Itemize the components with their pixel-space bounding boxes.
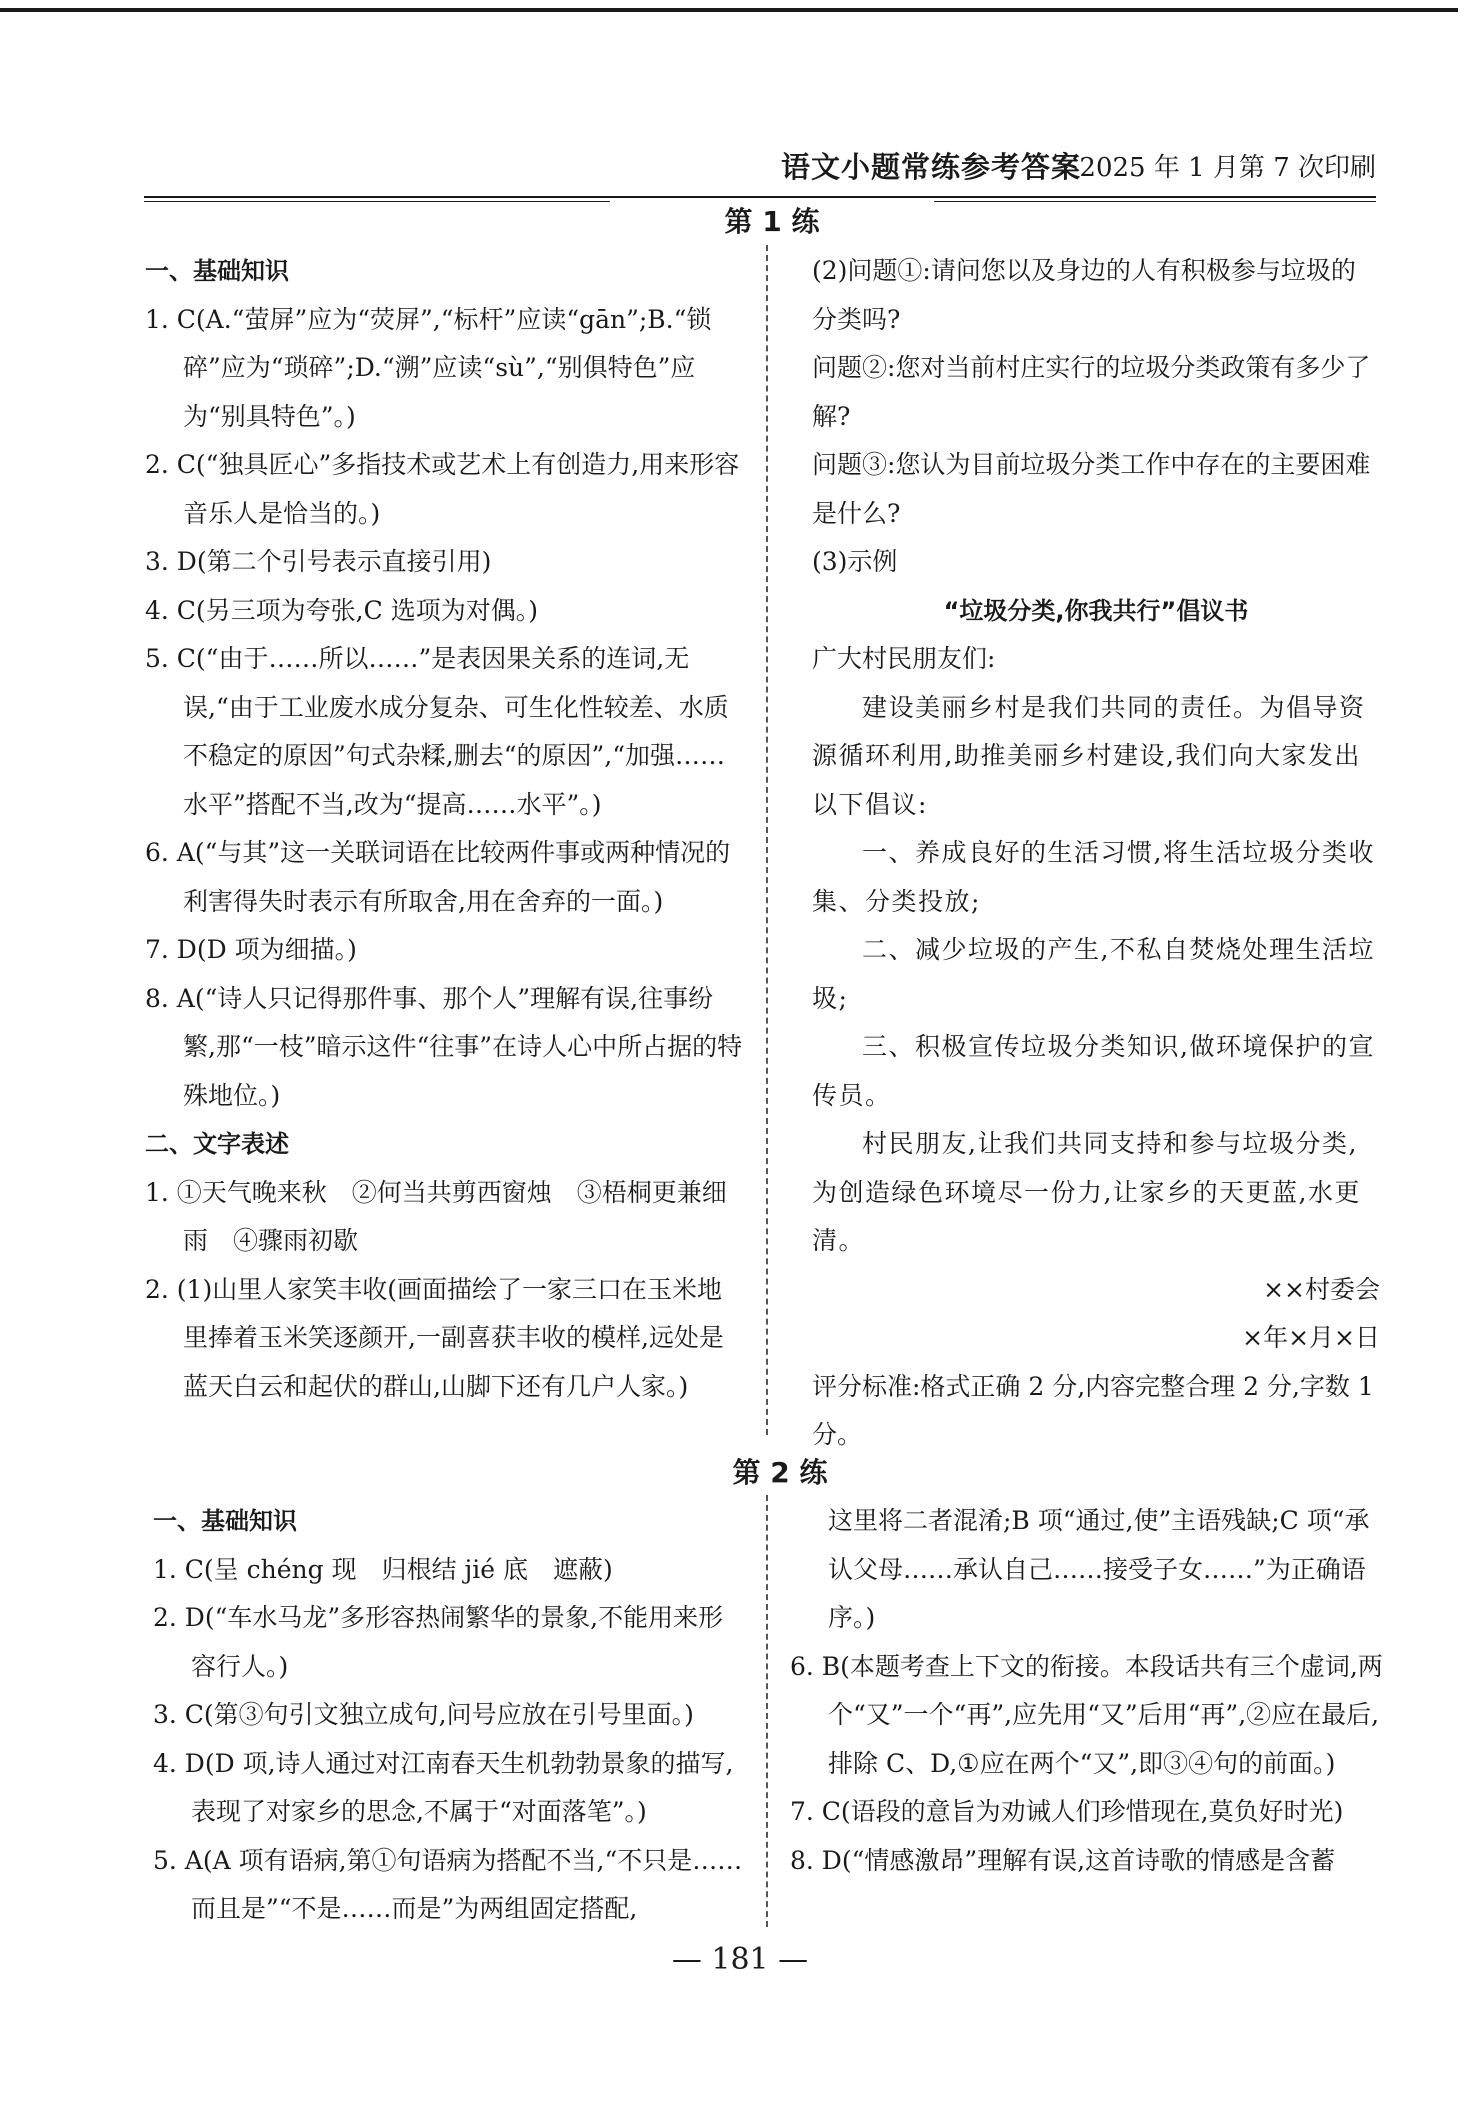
answer-item: 2. (1)山里人家笑丰收(画面描绘了一家三口在玉米地里捧着玉米笑逐颜开,一副喜获丰收的模样,远处是蓝天白云和起伏的群山,山脚下还有几户人家。) [145,1274,724,1401]
answer-item: 8. D(“情感激昂”理解有误,这首诗歌的情感是含蓄 [790,1845,1336,1875]
section-1-right-column [812,247,1380,1460]
paragraph: 三、积极宣传垃圾分类知识,做环境保护的宣传员。 [812,1032,1375,1110]
paragraph: 建设美丽乡村是我们共同的责任。为倡导资源循环利用,助推美丽乡村建设,我们向大家发出以下倡议: [812,692,1366,819]
section-heading: 一、基础知识 [153,1507,297,1535]
answer-item: 6. A(“与其”这一关联词语在比较两件事或两种情况的利害得失时表示有所取舍,用在舍弃的一面。) [145,838,731,916]
text-line: 问题②:您对当前村庄实行的垃圾分类政策有多少了解? [812,353,1371,431]
answer-continuation: 这里将二者混淆;B 项“通过,使”主语残缺;C 项“承认父母……承认自己……接受子女……”为正确语序。) [828,1506,1370,1632]
header-rule [144,196,1376,198]
text-line: (2)问题①:请问您以及身边的人有积极参与垃圾的分类吗? [812,256,1356,334]
header-title: 语文小题常练参考答案 [780,150,1081,184]
paragraph: 一、养成良好的生活习惯,将生活垃圾分类收集、分类投放; [812,838,1375,916]
paragraph: 村民朋友,让我们共同支持和参与垃圾分类,为创造绿色环境尽一份力,让家乡的天更蓝,水更清。 [812,1129,1361,1255]
section-2-left-column [153,1497,748,1934]
header-edition: 2025 年 1 月第 7 次印刷 [1079,153,1376,183]
answer-item: 1. C(A.“萤屏”应为“荧屏”,“标杆”应读“gān”;B.“锁碎”应为“琐碎”;D.“溯”应读“sù”,“别俱特色”应为“别具特色”。) [145,304,712,431]
section-heading: 一、基础知识 [145,257,289,285]
proposal-title: “垃圾分类,你我共行”倡议书 [943,596,1249,625]
answer-item: 6. B(本题考查上下文的衔接。本段话共有三个虚词,两个“又”一个“再”,应先用“又”后用“再”,②应在最后,排除 C、D,①应在两个“又”,即③④句的前面。) [790,1651,1383,1778]
text-line: (3)示例 [812,547,898,576]
section-2-right-column [790,1497,1390,1885]
text-line: 广大村民朋友们: [812,644,996,673]
section-1-title: 第 1 练 [610,200,934,240]
text-line: 评分标准:格式正确 2 分,内容完整合理 2 分,字数 1 分。 [812,1371,1374,1449]
top-border [0,8,1458,12]
text-line: 问题③:您认为目前垃圾分类工作中存在的主要困难是什么? [812,450,1371,528]
answer-item: 7. C(语段的意旨为劝诫人们珍惜现在,莫负好时光) [790,1797,1344,1826]
column-divider [766,1495,768,1927]
column-divider [766,245,768,1435]
section-1-left-column [145,247,745,1411]
signature-line: ××村委会 [1263,1274,1380,1304]
signature-line: ×年×月×日 [1242,1323,1380,1352]
answer-item: 1. C(呈 chéng 现 归根结 jié 底 遮蔽) [153,1554,613,1584]
answer-item: 4. D(D 项,诗人通过对江南春天生机勃勃景象的描写,表现了对家乡的思念,不属于“对面落笔”。) [153,1748,734,1826]
answer-item: 7. D(D 项为细描。) [145,935,357,964]
answer-item: 4. C(另三项为夸张,C 选项为对偶。) [145,595,538,625]
answer-item: 3. C(第③句引文独立成句,问号应放在引号里面。) [153,1700,694,1729]
answer-item: 2. C(“独具匠心”多指技术或艺术上有创造力,用来形容音乐人是恰当的。) [145,450,740,528]
page-header [144,143,1376,193]
answer-item: 3. D(第二个引号表示直接引用) [145,547,492,576]
answer-item: 8. A(“诗人只记得那件事、那个人”理解有误,往事纷繁,那“一枝”暗示这件“往事”在诗人心中所占据的特殊地位。) [145,983,743,1110]
section-heading: 二、文字表述 [145,1130,289,1158]
answer-item: 2. D(“车水马龙”多形容热闹繁华的景象,不能用来形容行人。) [153,1603,724,1681]
section-2-title: 第 2 练 [618,1451,942,1491]
answer-item: 1. ①天气晚来秋 ②何当共剪西窗烛 ③梧桐更兼细雨 ④骤雨初歇 [145,1177,727,1255]
answer-item: 5. C(“由于……所以……”是表因果关系的连词,无误,“由于工业废水成分复杂、可生化性较差、水质不稳定的原因”句式杂糅,删去“的原因”,“加强……水平”搭配不当,改为“提高……水平”。) [145,644,729,819]
page-number: — 181 — [671,1942,809,1977]
paragraph: 二、减少垃圾的产生,不私自焚烧处理生活垃圾; [812,935,1375,1013]
answer-item: 5. A(A 项有语病,第①句语病为搭配不当,“不只是……而且是”“不是……而是”为两组固定搭配, [153,1845,743,1923]
